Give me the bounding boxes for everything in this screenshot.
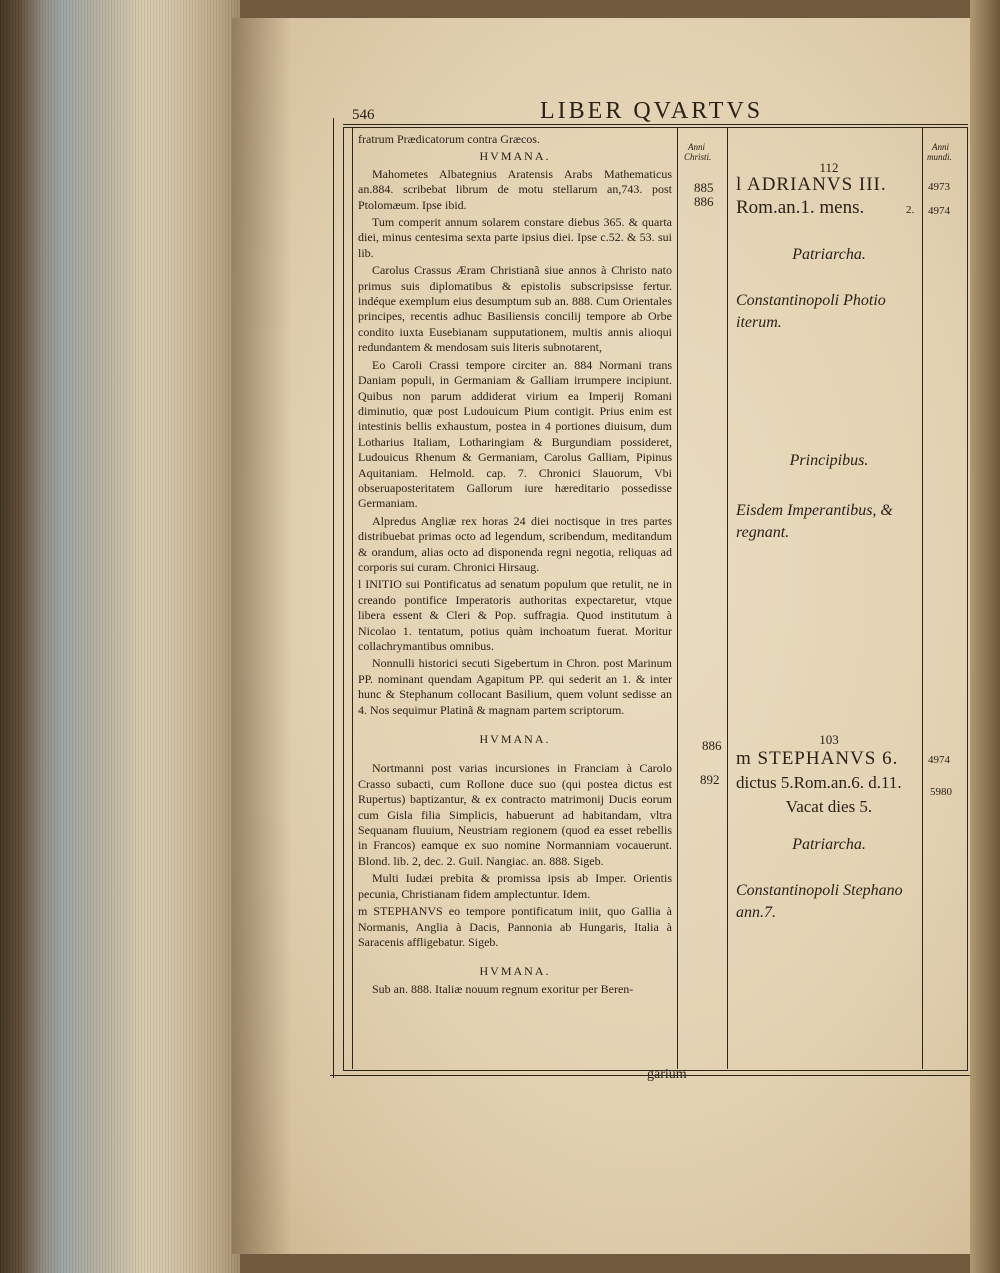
year-christi: 886	[702, 738, 722, 753]
year-mundi: 4973	[928, 181, 950, 193]
page-number: 546	[352, 107, 375, 123]
text-paragraph: Alpredus Angliæ rex horas 24 diei noctisque in tres partes distribuebat primas octo ad legendum, scribendum, meditandum & orandum, alias octo ad disponenda regni negotia, reliquas ad corporis sui curam. Chronici Hirsaug.	[358, 513, 672, 574]
col-head-anni-christi-1: Anni	[688, 142, 705, 152]
running-title: LIBER QVARTVS	[540, 98, 764, 124]
text-paragraph: fratrum Prædicatorum contra Græcos.	[358, 132, 540, 146]
text-paragraph: Tum comperit annum solarem constare diebus 365. & quarta diei, minus centesima sexta parte ipsius diei. Ipse c.52. & 53. sui lib.	[358, 215, 672, 260]
pope-reign: Rom.an.1. mens.	[736, 197, 865, 218]
year-christi: 885	[694, 180, 714, 195]
patriarch-heading: Patriarcha.	[792, 836, 866, 853]
text-paragraph: Mahometes Albategnius Aratensis Arabs Mathematicus an.884. scribebat librum de motu stellarum an,743. post Ptolomæum. Ipse ibid.	[358, 166, 672, 212]
text-paragraph: Carolus Crassus Æram Christianã siue annos à Christo nato primus suis diplomatibus & epistolis subscripsisse fertur. indéque exemplum eius desumptum sub an. 888. Cum Orientales principes, recentis adhuc Basiliensis concilij tempore ab Orbe condito iuxta Eusebianam supputationem, multis annis alioqui redundantem & mendosam suis literis subnotarent,	[358, 263, 672, 355]
pope-name: m STEPHANVS 6.	[736, 748, 899, 769]
princes-entry: Eisdem Imperantibus, & regnant.	[736, 502, 893, 541]
column-rule-christi-right	[727, 127, 728, 1069]
pope-vacancy: Vacat dies 5.	[785, 797, 873, 816]
pope-number: 103	[819, 732, 839, 747]
pope-reign-months: 2.	[906, 204, 915, 216]
column-rule-mundi	[922, 127, 923, 1069]
section-heading: HVMANA.	[479, 732, 551, 747]
col-head-anni-christi-2: Christi.	[684, 152, 712, 162]
col-head-anni-mundi-1: Anni	[932, 142, 949, 152]
text-paragraph: m STEPHANVS eo tempore pontificatum iniit, quo Gallia à Normanis, Anglia à Dacis, Pannonia ab Hungaris, Italia à Saracenis affligebatur. Sigeb.	[358, 904, 672, 949]
catchword: garium	[647, 1067, 687, 1082]
text-paragraph: Multi Iudæi prebita & promissa ipsis ab Imper. Orientis pecunia, Christianam fidem amplectuntur. Idem.	[358, 871, 672, 901]
main-text-column	[358, 132, 672, 999]
pope-name: l ADRIANVS III.	[736, 174, 887, 195]
year-mundi: 4974	[928, 205, 950, 217]
col-head-anni-mundi-2: mundi.	[927, 152, 952, 162]
header-rule	[343, 124, 968, 125]
page-gutter-shadow	[232, 18, 292, 1254]
text-paragraph: Eo Caroli Crassi tempore circiter an. 884 Normani trans Daniam populi, in Germaniam & Galliam irrumpere incipiunt. Quibus non parum addiderat virium ea Imperij Romani diminutio, quæ post Ludouicum Pium contigit. Prius enim est intestinis bellis exhaustum, postea in 4 portiones diuisum, dum Lotharius Italiam, Lotharingiam & Burgundiam possideret, Ludouicus Rhenum & Germaniam, Carolus Galliam, Pipinus Aquitaniam. Helmold. cap. 7. Chronici Slauorum, Vbi obseruaposteritatem Gallorum iure hæreditario possedisse Germaniam.	[358, 357, 672, 511]
text-paragraph: Nonnulli historici secuti Sigebertum in Chron. post Marinum PP. nominant quendam Agapitum PP. qui sederit an 1. & inter hunc & Stephanum collocant Basilium, quem volunt sedisse an 4. Nos sequimur Platinã & magnam partem scriptorum.	[358, 656, 672, 717]
section-heading: HVMANA.	[479, 149, 551, 164]
patriarch-heading: Patriarcha.	[792, 246, 866, 263]
year-mundi: 4974	[928, 754, 950, 766]
section-heading: HVMANA.	[479, 964, 551, 979]
patriarch-entry: Constantinopoli Stephano ann.7.	[736, 882, 903, 921]
text-paragraph: Sub an. 888. Italiæ nouum regnum exoritur per Beren-	[372, 981, 634, 996]
year-christi: 886	[694, 194, 714, 209]
pope-reign: dictus 5.Rom.an.6. d.11.	[736, 773, 902, 792]
text-paragraph: Nortmanni post varias incursiones in Franciam à Carolo Crasso subacti, cum Rollone duce suo (qui postea dictus est Rupertus) baptizantur, & ex contracto matrimonij Ducis eorum cum Gisla filia Simplicis, habuerunt ad habitandam, vltra Sequanam fluuium, Neustriam regionem (quod ea esset rebellis in Francos) eamque ex suo nomine Normanniam vocauerunt. Blond. lib. 2, dec. 2. Guil. Nangiac. an. 888. Sigeb.	[358, 761, 672, 868]
column-rule-text	[352, 127, 353, 1069]
year-mundi: 5980	[930, 786, 952, 798]
column-rule-text-right	[677, 127, 678, 1069]
text-paragraph: l INITIO sui Pontificatus ad senatum populum que retulit, ne in creando pontifice Imperatoris authoritas expectaretur, vtque libera essent & Cleri & Pop. suffragia. Quod institutum à Nicolao 1. tentatum, potius quàm inchoatum fuerat. Moritur collachrymantibus omnibus.	[358, 577, 672, 653]
patriarch-entry: Constantinopoli Photio iterum.	[736, 292, 886, 331]
outer-left-rule	[333, 118, 334, 1078]
princes-heading: Principibus.	[789, 452, 869, 469]
year-christi: 892	[700, 772, 720, 787]
book-page-edges	[0, 0, 240, 1273]
book-cover-edge	[970, 0, 1000, 1273]
pope-number: 112	[819, 160, 839, 175]
